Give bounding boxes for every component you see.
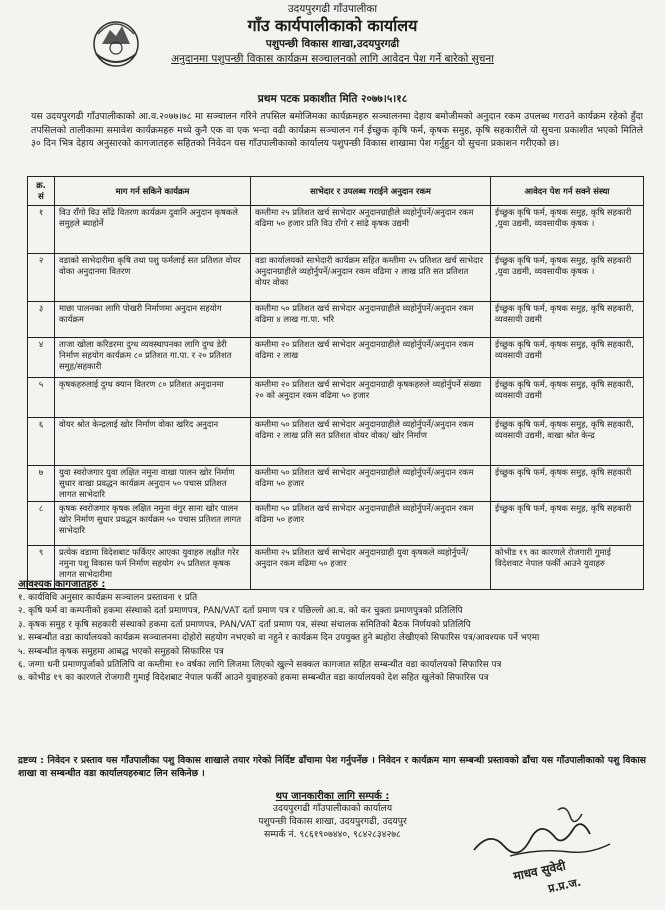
row-sn: ९: [28, 546, 55, 590]
row-program: ताजा खोला करिडरमा दुग्ध व्यवस्थापनका लागि दुग्ध डेरी निर्माण सहयोग कार्यक्रम ८० प्रतिशत गा.पा. र २० प्रतिशत समुह/सहकारी: [55, 338, 251, 378]
contact-line: पशुपन्छी विकास शाखा, उदयपुरगढी, उदयपुर: [258, 816, 407, 827]
row-eligible: ईच्छुक कृषि फर्म, कृषक समुह, कृषि सहकारी: [491, 466, 644, 502]
row-grant: कम्तीमा ५० प्रतिशत खर्च साभेदार अनुदानग्राहीले व्यहोर्नुपर्ने/अनुदान रकम वढिमा ४ लाख गा.पा. भरि: [251, 302, 491, 338]
row-program: माछा पालनका लागि पोखरी निर्माणमा अनुदान सहयोग कार्यक्रम: [55, 302, 251, 338]
intro-paragraph: यस उदयपुरगढी गाँउपालीकाको आ.व.२०७७।७८ मा सञ्चालन गरिने तपसिल बमोजिमका कार्यक्रमहरु सञ्चालनमा देहाय बमोजीमको अनुदान रकम उपलब्ध गराउने कार्यक्रम रहेको हुँदा तपसिलको तालीकामा समावेश कार्यक्रमहरु मध्ये कुनै एक वा एक भन्दा वढी कार्यक्रम सञ्चालन गर्न ईच्छुक कृषि फर्म, कृषक समुह, कृषि सहकारीले यो सुचना प्रकाशीत भएको मितिले ३० दिन भित्र देहाय अनुसारको कागजातहरु सहितको निवेदन यस गाँउपालीकाको कार्यालय पशुपन्छी विकास शाखामा पेश गर्नुहुन यो सुचना प्रकाशन गरीएको छ।: [31, 111, 643, 149]
table-row: [28, 546, 644, 590]
row-grant: कम्तीमा ५० प्रतिशत खर्च साभेदार अनुदानग्राहीले व्यहोर्नुपर्ने/अनुदान रकम वढिमा ५० हजार: [251, 466, 491, 502]
documents-list: [18, 592, 638, 686]
row-grant: कम्तीमा २० प्रतिशत खर्च साभेदार अनुदानग्राहीले व्यहोर्नुपर्ने/अनुदान रकम वढिमा २ लाख: [251, 338, 491, 378]
notice-subject: अनुदानमा पशुपन्छी विकास कार्यक्रम सञ्चालनको लागि आवेदन पेश गर्ने बारेको सुचना: [171, 53, 494, 65]
note-paragraph: द्रष्टव्य : निवेदन र प्रस्ताव यस गाँउपालीका पशु विकास शाखाले तयार गरेको निर्दिष्ट ढाँचामा पेश गर्नुपर्नेछ । निवेदन र कार्यक्रम माग सम्बन्धी प्रस्तावको ढाँचा यस गाँउपालीकाको पशु विकास शाखा वा सम्बन्धीत वडा कार्यालयहरुबाट लिन सकिनेछ ।: [18, 755, 646, 779]
contact-title: थप जानकारीका लागि सम्पर्क :: [275, 791, 390, 802]
row-program: कृषक स्वरोजगार कृषक लक्षित नमुना वंगुर साना खोर पालन खोर निर्माण सुधार प्रवद्धन कार्यक्रम ५० पचास प्रतिशत लागत साभेदारि: [55, 502, 251, 546]
row-sn: ८: [28, 502, 55, 546]
publish-date: प्रथम पटक प्रकाशीत मिति २०७७।५।१८: [257, 93, 408, 105]
contact-phone: सम्पर्क नं. ९८६१९०७४४०, ९८४२८३४२७८: [264, 829, 401, 840]
document-item: ७. कोभीड १९ का कारणले रोजगारी गुमाई विदेशबाट नेपाल फर्की आउने युवाहरुको हकमा सम्बन्धीत वडा कार्यालयको देश सहित खुलेको सिफारिस पत्र: [18, 673, 489, 684]
document-item: ३. कृषक समुह र कृषि सहकारी संस्थाको हकमा दर्ता प्रमाणपत्र, PAN/VAT दर्ता प्रमाण पत्र, संस्था संचालक समितिको बैठक निर्णयको प्रतिलिपि: [18, 619, 471, 630]
row-program: युवा स्वरोजगार युवा लक्षित नमुना वाखा पालन खोर निर्माण सुधार वाखा प्रवद्धन कार्यक्रम अनुदान ५० पचास प्रतिशत लागत साभेदारि: [55, 466, 251, 502]
row-sn: ६: [28, 418, 55, 466]
document-item: ६. जग्गा धनी प्रमाणपुर्जाको प्रतिलिपि वा कम्तीमा १० वर्षका लागि लिजमा लिएको खुल्ने सक्कल कागजात सहित सम्बन्धीत वडा कार्यालयको सिफारिस पत्र: [18, 660, 502, 671]
row-program: प्रत्येक वडामा विदेशबाट फर्किएर आएका युवाहरु लक्षीत गरेर नमुना पशु विकास फर्म निर्माण सहयोग २५ प्रतिशत कृषक लागत साभेदारीमा: [55, 546, 251, 590]
row-sn: ४: [28, 338, 55, 378]
table-row: [28, 302, 644, 338]
row-grant: कम्तीमा २५ प्रतिशत खर्च साभेदार अनुदानग्राही युवा कृषकले व्यहोर्नुपर्ने/अनुदान रकम वढिमा ५० हजार: [251, 546, 491, 590]
row-eligible: ईच्छुक कृषि फर्म, कृषक समुह, कृषि सहकारी: [491, 502, 644, 546]
document-item: ५. सम्बन्धीत कृषक समुहमा आबद्ध भएको समुहको सिफारिस पत्र: [18, 646, 224, 657]
row-grant: कम्तीमा ५० प्रतिशत खर्च साभेदार अनुदानग्राहीले व्यहोर्नुपर्ने/अनुदान रकम वढिमा २ लाख प्रति सत प्रतिशत वोयर वोका/ खोर निर्माण: [251, 418, 491, 466]
row-program: कृषकहरुलाई दुग्ध क्यान वितरण ८० प्रतिशत अनुदानमा: [55, 378, 251, 418]
row-program: वडाको साभेदारीमा कृषि तथा पशु फर्मलाई सत प्रतिशत वोयर वोका अनुदानमा वितरण: [55, 254, 251, 302]
contact-line: उदयपुरगढी गाँउपालीकाको कार्यालय: [272, 803, 393, 814]
row-grant: कम्तीमा ५० प्रतिशत खर्च साभेदार अनुदानग्राहीले व्यहोर्नुपर्ने/अनुदान रकम वढिमा ५० हजार: [251, 502, 491, 546]
row-sn: ५: [28, 378, 55, 418]
row-grant: कम्तीमा २५ प्रतिशत खर्च साभेदार अनुदानग्राहीले व्यहोर्नुपर्ने/अनुदान रकम वढिमा ५० हजार प्रति विउ राँगो र सांढे कृषक उद्यमी: [251, 206, 491, 254]
office-title: गाँउ कार्यपालीकाको कार्यालय: [247, 16, 418, 35]
signatory-title: प्र.प्र.ज.: [547, 875, 583, 896]
table-row: [28, 418, 644, 466]
document-item: २. कृषि फर्म वा कम्पनीको हकमा संस्थाको दर्ता प्रमाणपत्र, PAN/VAT दर्ता प्रमाण पत्र र पछिल्लो आ.व. को कर चुक्ता प्रमाणपुत्रको प्रतिलिपि: [18, 606, 463, 617]
row-eligible: ईच्छुक कृषि फर्म, कृषक समुह, कृषि सहकारी ,युवा उद्यमी, व्यवसायीक कृषक ।: [491, 254, 644, 302]
document-item: ४. सम्बन्धीत वडा कार्यालयको कार्यक्रम सञ्चालनमा दोहोरो सहयोग नभएको वा नहुने र कार्यक्रम दिन उपयुक्त हुने ब्यहोरा लेखीएको सिफारिस पत्र/आवश्यक पर्ने भएमा: [18, 633, 540, 644]
row-program: वोयर श्रोत केन्द्रलाई खोर निर्माण वोका खरिद अनुदान: [55, 418, 251, 466]
documents-title: आवश्यक कागजातहरु :: [18, 579, 106, 590]
table-row: [28, 502, 644, 546]
row-eligible: कोभीड १९ का कारणले रोजगारी गुमाई विदेशवाट नेपाल फर्की आउने युवाहरु: [491, 546, 644, 590]
table-header-row: [28, 177, 644, 206]
col-header-program: माग गर्न सकिने कार्यक्रम: [55, 177, 251, 206]
table-row: [28, 254, 644, 302]
row-eligible: ईच्छुक कृषि फर्म, कृषक समुह, कृषि सहकारी, व्यवसायी उद्यमी, वाखा श्रोत केन्द्र: [491, 418, 644, 466]
col-header-sn: क्र. सं: [28, 177, 55, 206]
row-sn: ३: [28, 302, 55, 338]
table-row: [28, 378, 644, 418]
col-header-grant: साभेदार र उपलब्ध गराईने अनुदान रकम: [251, 177, 491, 206]
col-header-eligible: आवेदन पेश गर्न सक्ने संस्था: [491, 177, 644, 206]
row-program: विउ राँगो विउ साँढे वितरण कार्यक्रम दुवानि अनुदान कृषकले समुहले ब्याहोर्ने: [55, 206, 251, 254]
program-table: [27, 176, 644, 590]
table-row: [28, 338, 644, 378]
table-row: [28, 206, 644, 254]
row-grant: वडा कार्यालयको साभेदारी कार्यक्रम सहित कम्तीमा २५ प्रतिशत खर्च साभेदार अनुदानग्राहीले व्यहोर्नुपर्ने/अनुदान रकम वढिमा २ लाख प्रति सत प्रतिशत वोयर वोका: [251, 254, 491, 302]
branch-name: पशुपन्छी विकास शाखा,उदयपुरगढी: [265, 38, 400, 50]
row-sn: १: [28, 206, 55, 254]
row-sn: २: [28, 254, 55, 302]
row-eligible: ईच्छुक कृषि फर्म, कृषक समुह, कृषि सहकारी, व्यवसायी उद्यमी: [491, 338, 644, 378]
municipality-name: उदयपुरगढी गाँउपालीका: [287, 3, 378, 15]
row-sn: ७: [28, 466, 55, 502]
table-row: [28, 466, 644, 502]
signatory-name: माधव सुवेदी: [512, 858, 567, 884]
row-eligible: ईच्छुक कृषि फर्म, कृषक समुह, कृषि सहकारी, व्यवसायी उद्यमी: [491, 378, 644, 418]
row-eligible: ईच्छुक कृषि फर्म, कृषक समुह, कृषि सहकारी, व्यवसायी उद्यमी: [491, 302, 644, 338]
row-eligible: ईच्छुक कृषि फर्म, कृषक समुह, कृषि सहकारी ,युवा उद्यमी, व्यवसायीक कृषक ।: [491, 206, 644, 254]
row-grant: कम्तीमा २० प्रतिशत खर्च साभेदार अनुदानग्राही कृषकहरुले व्यहोर्नुपर्ने संख्या २० को अनुदान रकम वढिमा ५० हजार: [251, 378, 491, 418]
document-item: १. कार्यविधि अनुसार कार्यक्रम सञ्चालन प्रस्तावना १ प्रति: [18, 593, 198, 603]
